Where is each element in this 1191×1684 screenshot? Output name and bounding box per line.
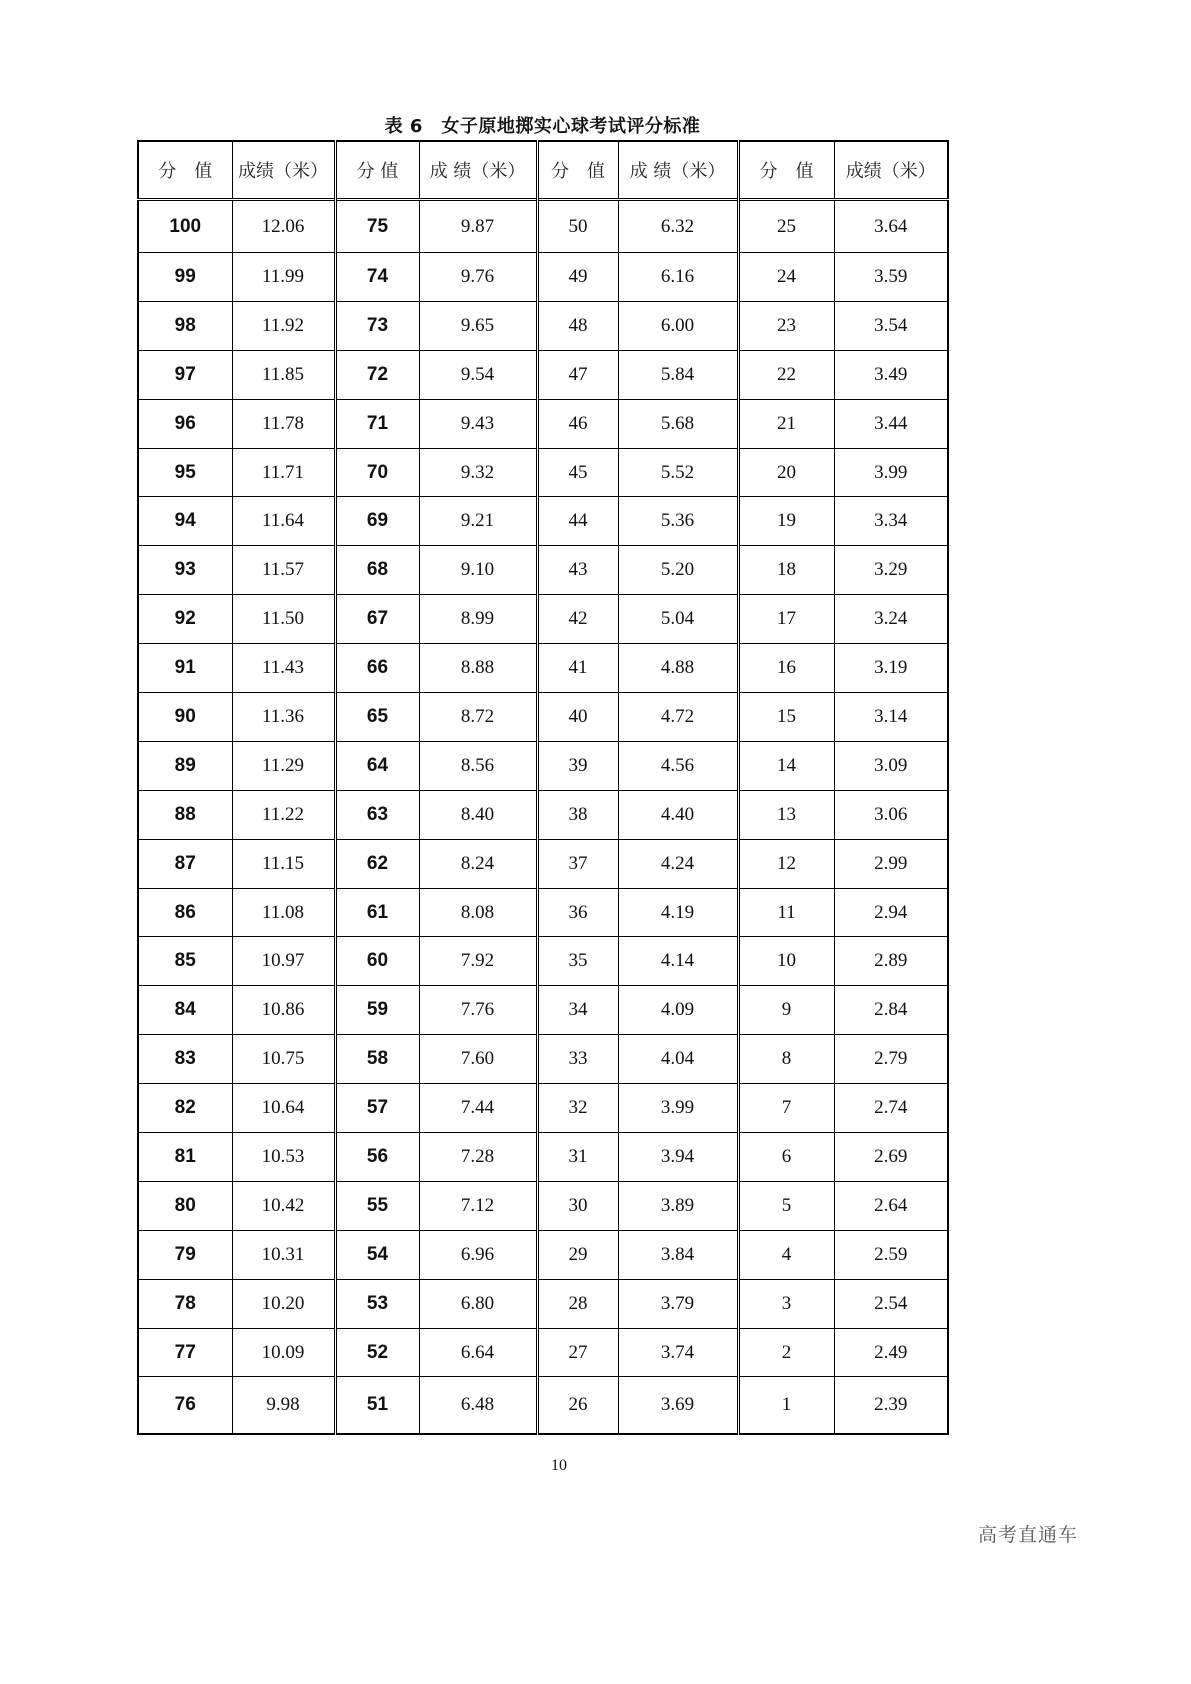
score-cell: 51 xyxy=(335,1377,419,1435)
header-result: 成 绩（米） xyxy=(618,141,738,200)
result-cell: 11.22 xyxy=(232,790,335,839)
score-cell: 40 xyxy=(537,693,618,742)
result-cell: 3.84 xyxy=(618,1230,738,1279)
table-row xyxy=(138,1328,948,1377)
result-cell: 11.71 xyxy=(232,448,335,497)
table-row xyxy=(138,301,948,350)
result-cell: 11.64 xyxy=(232,497,335,546)
score-cell: 33 xyxy=(537,1035,618,1084)
score-cell: 20 xyxy=(738,448,834,497)
table-row xyxy=(138,497,948,546)
result-cell: 9.54 xyxy=(419,350,537,399)
result-cell: 8.08 xyxy=(419,888,537,937)
score-cell: 24 xyxy=(738,253,834,302)
score-cell: 39 xyxy=(537,741,618,790)
score-cell: 26 xyxy=(537,1377,618,1435)
table-row xyxy=(138,1181,948,1230)
result-cell: 3.24 xyxy=(834,595,948,644)
result-cell: 8.40 xyxy=(419,790,537,839)
score-cell: 9 xyxy=(738,986,834,1035)
table-row xyxy=(138,1035,948,1084)
score-cell: 1 xyxy=(738,1377,834,1435)
score-cell: 89 xyxy=(138,741,232,790)
result-cell: 11.78 xyxy=(232,399,335,448)
score-cell: 66 xyxy=(335,644,419,693)
result-cell: 2.89 xyxy=(834,937,948,986)
score-cell: 78 xyxy=(138,1279,232,1328)
result-cell: 3.29 xyxy=(834,546,948,595)
score-cell: 77 xyxy=(138,1328,232,1377)
result-cell: 6.32 xyxy=(618,200,738,253)
result-cell: 6.00 xyxy=(618,301,738,350)
result-cell: 7.44 xyxy=(419,1084,537,1133)
result-cell: 11.92 xyxy=(232,301,335,350)
result-cell: 6.80 xyxy=(419,1279,537,1328)
score-cell: 50 xyxy=(537,200,618,253)
table-row xyxy=(138,253,948,302)
score-cell: 99 xyxy=(138,253,232,302)
result-cell: 3.79 xyxy=(618,1279,738,1328)
result-cell: 3.89 xyxy=(618,1181,738,1230)
score-cell: 54 xyxy=(335,1230,419,1279)
score-cell: 85 xyxy=(138,937,232,986)
result-cell: 10.64 xyxy=(232,1084,335,1133)
result-cell: 7.12 xyxy=(419,1181,537,1230)
score-cell: 16 xyxy=(738,644,834,693)
score-cell: 35 xyxy=(537,937,618,986)
result-cell: 3.34 xyxy=(834,497,948,546)
result-cell: 12.06 xyxy=(232,200,335,253)
score-cell: 3 xyxy=(738,1279,834,1328)
table-title: 表 6 女子原地掷实心球考试评分标准 xyxy=(384,116,701,137)
score-cell: 10 xyxy=(738,937,834,986)
result-cell: 7.60 xyxy=(419,1035,537,1084)
table-row xyxy=(138,1279,948,1328)
score-cell: 44 xyxy=(537,497,618,546)
result-cell: 9.76 xyxy=(419,253,537,302)
result-cell: 2.49 xyxy=(834,1328,948,1377)
score-cell: 71 xyxy=(335,399,419,448)
table-row xyxy=(138,1084,948,1133)
score-cell: 72 xyxy=(335,350,419,399)
result-cell: 3.49 xyxy=(834,350,948,399)
header-result: 成绩（米） xyxy=(834,141,948,200)
result-cell: 7.76 xyxy=(419,986,537,1035)
score-cell: 13 xyxy=(738,790,834,839)
result-cell: 2.54 xyxy=(834,1279,948,1328)
score-cell: 6 xyxy=(738,1133,834,1182)
score-cell: 25 xyxy=(738,200,834,253)
score-cell: 34 xyxy=(537,986,618,1035)
score-cell: 29 xyxy=(537,1230,618,1279)
result-cell: 9.65 xyxy=(419,301,537,350)
score-cell: 69 xyxy=(335,497,419,546)
table-row xyxy=(138,986,948,1035)
score-cell: 7 xyxy=(738,1084,834,1133)
score-cell: 49 xyxy=(537,253,618,302)
result-cell: 4.72 xyxy=(618,693,738,742)
header-result: 成绩（米） xyxy=(232,141,335,200)
result-cell: 11.43 xyxy=(232,644,335,693)
score-cell: 19 xyxy=(738,497,834,546)
result-cell: 4.19 xyxy=(618,888,738,937)
result-cell: 3.54 xyxy=(834,301,948,350)
table-header-row xyxy=(138,141,948,200)
table-row xyxy=(138,448,948,497)
score-cell: 82 xyxy=(138,1084,232,1133)
score-cell: 87 xyxy=(138,839,232,888)
score-cell: 67 xyxy=(335,595,419,644)
score-cell: 48 xyxy=(537,301,618,350)
header-score: 分 值 xyxy=(335,141,419,200)
score-cell: 38 xyxy=(537,790,618,839)
table-row xyxy=(138,937,948,986)
score-cell: 14 xyxy=(738,741,834,790)
score-cell: 80 xyxy=(138,1181,232,1230)
result-cell: 5.20 xyxy=(618,546,738,595)
result-cell: 9.87 xyxy=(419,200,537,253)
score-cell: 22 xyxy=(738,350,834,399)
score-cell: 58 xyxy=(335,1035,419,1084)
result-cell: 10.31 xyxy=(232,1230,335,1279)
result-cell: 7.28 xyxy=(419,1133,537,1182)
result-cell: 4.24 xyxy=(618,839,738,888)
table-body xyxy=(138,200,948,1435)
table-row xyxy=(138,546,948,595)
score-cell: 62 xyxy=(335,839,419,888)
score-cell: 23 xyxy=(738,301,834,350)
result-cell: 3.99 xyxy=(834,448,948,497)
result-cell: 11.57 xyxy=(232,546,335,595)
score-cell: 55 xyxy=(335,1181,419,1230)
result-cell: 7.92 xyxy=(419,937,537,986)
result-cell: 2.79 xyxy=(834,1035,948,1084)
score-cell: 15 xyxy=(738,693,834,742)
score-cell: 43 xyxy=(537,546,618,595)
score-cell: 97 xyxy=(138,350,232,399)
score-cell: 45 xyxy=(537,448,618,497)
score-cell: 83 xyxy=(138,1035,232,1084)
result-cell: 3.99 xyxy=(618,1084,738,1133)
table-row xyxy=(138,741,948,790)
result-cell: 4.14 xyxy=(618,937,738,986)
result-cell: 3.64 xyxy=(834,200,948,253)
table-row xyxy=(138,595,948,644)
result-cell: 5.52 xyxy=(618,448,738,497)
result-cell: 9.21 xyxy=(419,497,537,546)
result-cell: 8.24 xyxy=(419,839,537,888)
score-cell: 31 xyxy=(537,1133,618,1182)
score-cell: 41 xyxy=(537,644,618,693)
score-cell: 73 xyxy=(335,301,419,350)
result-cell: 10.42 xyxy=(232,1181,335,1230)
result-cell: 11.29 xyxy=(232,741,335,790)
score-cell: 86 xyxy=(138,888,232,937)
table-row xyxy=(138,839,948,888)
score-cell: 95 xyxy=(138,448,232,497)
result-cell: 4.40 xyxy=(618,790,738,839)
score-cell: 46 xyxy=(537,399,618,448)
result-cell: 10.86 xyxy=(232,986,335,1035)
result-cell: 11.85 xyxy=(232,350,335,399)
table-row xyxy=(138,644,948,693)
score-cell: 65 xyxy=(335,693,419,742)
table-row xyxy=(138,888,948,937)
score-cell: 21 xyxy=(738,399,834,448)
result-cell: 10.75 xyxy=(232,1035,335,1084)
result-cell: 3.09 xyxy=(834,741,948,790)
result-cell: 11.15 xyxy=(232,839,335,888)
score-cell: 11 xyxy=(738,888,834,937)
score-cell: 27 xyxy=(537,1328,618,1377)
result-cell: 2.84 xyxy=(834,986,948,1035)
score-cell: 2 xyxy=(738,1328,834,1377)
score-cell: 59 xyxy=(335,986,419,1035)
table-row xyxy=(138,200,948,253)
score-cell: 32 xyxy=(537,1084,618,1133)
score-cell: 61 xyxy=(335,888,419,937)
scoring-table xyxy=(137,140,949,1435)
score-cell: 5 xyxy=(738,1181,834,1230)
score-cell: 63 xyxy=(335,790,419,839)
score-cell: 28 xyxy=(537,1279,618,1328)
score-cell: 75 xyxy=(335,200,419,253)
result-cell: 11.50 xyxy=(232,595,335,644)
score-cell: 74 xyxy=(335,253,419,302)
score-cell: 36 xyxy=(537,888,618,937)
score-cell: 8 xyxy=(738,1035,834,1084)
score-cell: 92 xyxy=(138,595,232,644)
result-cell: 6.96 xyxy=(419,1230,537,1279)
result-cell: 2.64 xyxy=(834,1181,948,1230)
score-cell: 81 xyxy=(138,1133,232,1182)
score-cell: 76 xyxy=(138,1377,232,1435)
score-cell: 93 xyxy=(138,546,232,595)
result-cell: 3.19 xyxy=(834,644,948,693)
result-cell: 3.06 xyxy=(834,790,948,839)
table-row xyxy=(138,1377,948,1435)
score-cell: 53 xyxy=(335,1279,419,1328)
watermark: 高考直通车 xyxy=(978,1524,1079,1546)
score-cell: 30 xyxy=(537,1181,618,1230)
result-cell: 5.84 xyxy=(618,350,738,399)
result-cell: 4.04 xyxy=(618,1035,738,1084)
score-cell: 88 xyxy=(138,790,232,839)
header-score: 分 值 xyxy=(738,141,834,200)
table-row xyxy=(138,1230,948,1279)
page-number: 10 xyxy=(551,1457,567,1474)
result-cell: 2.99 xyxy=(834,839,948,888)
result-cell: 3.14 xyxy=(834,693,948,742)
header-result: 成 绩（米） xyxy=(419,141,537,200)
result-cell: 10.09 xyxy=(232,1328,335,1377)
score-cell: 18 xyxy=(738,546,834,595)
score-cell: 90 xyxy=(138,693,232,742)
score-cell: 4 xyxy=(738,1230,834,1279)
result-cell: 3.44 xyxy=(834,399,948,448)
result-cell: 8.88 xyxy=(419,644,537,693)
result-cell: 10.20 xyxy=(232,1279,335,1328)
result-cell: 9.32 xyxy=(419,448,537,497)
result-cell: 4.09 xyxy=(618,986,738,1035)
score-cell: 47 xyxy=(537,350,618,399)
result-cell: 6.64 xyxy=(419,1328,537,1377)
result-cell: 4.88 xyxy=(618,644,738,693)
result-cell: 11.36 xyxy=(232,693,335,742)
table-row xyxy=(138,790,948,839)
score-cell: 68 xyxy=(335,546,419,595)
result-cell: 11.08 xyxy=(232,888,335,937)
result-cell: 2.74 xyxy=(834,1084,948,1133)
result-cell: 3.59 xyxy=(834,253,948,302)
score-cell: 84 xyxy=(138,986,232,1035)
result-cell: 3.74 xyxy=(618,1328,738,1377)
result-cell: 11.99 xyxy=(232,253,335,302)
result-cell: 2.94 xyxy=(834,888,948,937)
result-cell: 9.10 xyxy=(419,546,537,595)
result-cell: 2.69 xyxy=(834,1133,948,1182)
score-cell: 42 xyxy=(537,595,618,644)
result-cell: 8.99 xyxy=(419,595,537,644)
score-cell: 60 xyxy=(335,937,419,986)
score-cell: 64 xyxy=(335,741,419,790)
result-cell: 6.16 xyxy=(618,253,738,302)
score-cell: 79 xyxy=(138,1230,232,1279)
header-score: 分 值 xyxy=(138,141,232,200)
score-cell: 12 xyxy=(738,839,834,888)
result-cell: 6.48 xyxy=(419,1377,537,1435)
result-cell: 3.94 xyxy=(618,1133,738,1182)
result-cell: 2.59 xyxy=(834,1230,948,1279)
result-cell: 5.04 xyxy=(618,595,738,644)
score-cell: 98 xyxy=(138,301,232,350)
result-cell: 5.68 xyxy=(618,399,738,448)
score-cell: 91 xyxy=(138,644,232,693)
result-cell: 5.36 xyxy=(618,497,738,546)
score-cell: 100 xyxy=(138,200,232,253)
header-score: 分 值 xyxy=(537,141,618,200)
score-cell: 37 xyxy=(537,839,618,888)
table-row xyxy=(138,350,948,399)
score-cell: 52 xyxy=(335,1328,419,1377)
score-cell: 96 xyxy=(138,399,232,448)
score-cell: 70 xyxy=(335,448,419,497)
result-cell: 10.97 xyxy=(232,937,335,986)
result-cell: 9.43 xyxy=(419,399,537,448)
result-cell: 3.69 xyxy=(618,1377,738,1435)
score-cell: 17 xyxy=(738,595,834,644)
score-cell: 94 xyxy=(138,497,232,546)
table-row xyxy=(138,693,948,742)
result-cell: 9.98 xyxy=(232,1377,335,1435)
score-cell: 56 xyxy=(335,1133,419,1182)
result-cell: 2.39 xyxy=(834,1377,948,1435)
table-row xyxy=(138,1133,948,1182)
result-cell: 10.53 xyxy=(232,1133,335,1182)
result-cell: 8.56 xyxy=(419,741,537,790)
table-row xyxy=(138,399,948,448)
result-cell: 4.56 xyxy=(618,741,738,790)
score-cell: 57 xyxy=(335,1084,419,1133)
result-cell: 8.72 xyxy=(419,693,537,742)
